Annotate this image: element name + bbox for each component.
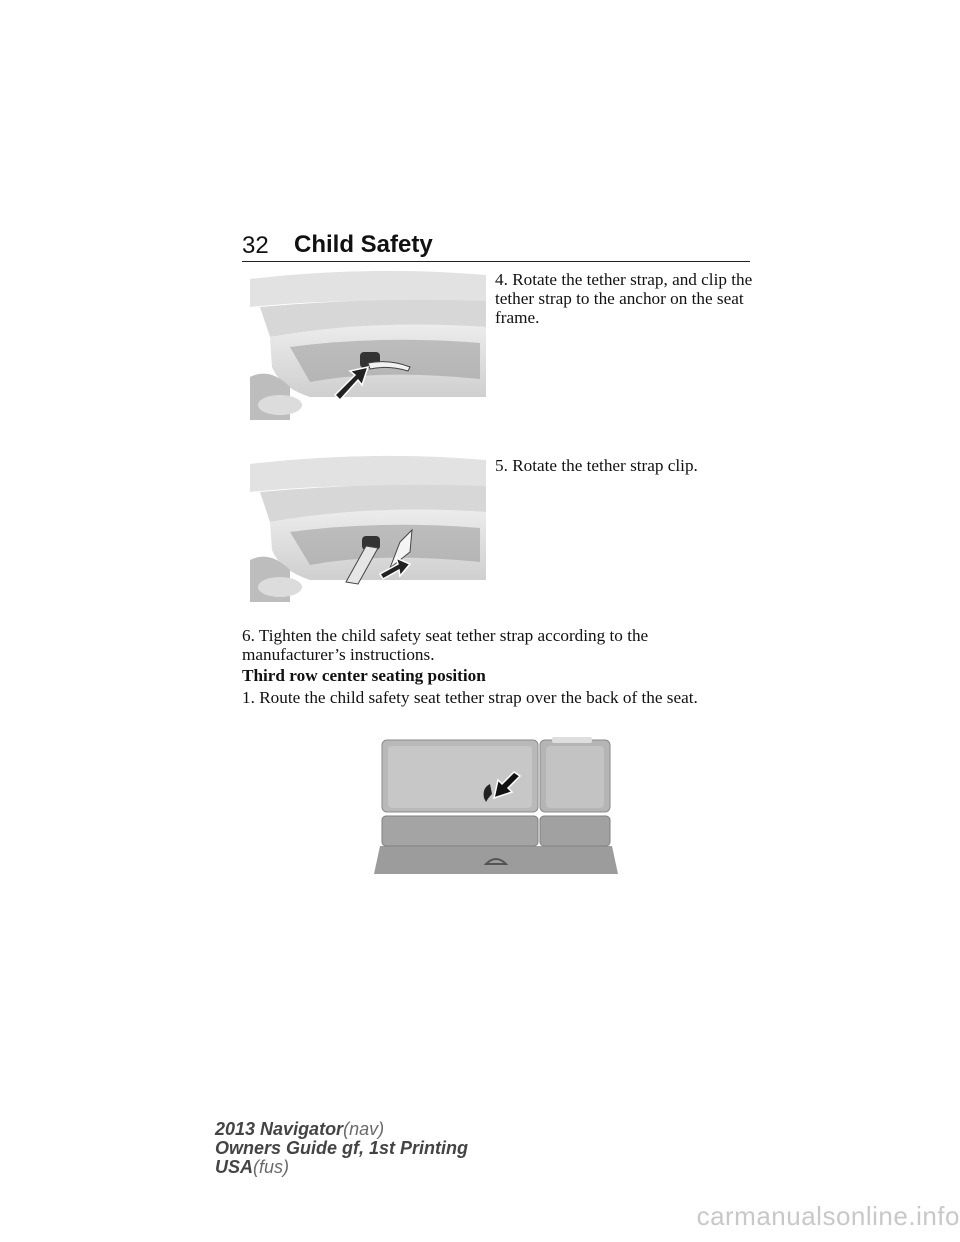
tether-clip-rotate-illustration [250, 452, 486, 602]
section-title: Child Safety [294, 231, 433, 258]
step-6-text: 6. Tighten the child safety seat tether strap according to the manufacturer’s instructions. [242, 626, 649, 664]
step-4-text: 4. Rotate the tether strap, and clip the tether strap to the anchor on the seat frame. [495, 270, 753, 327]
watermark: carmanualsonline.info [696, 1201, 960, 1231]
subheading-third-row-center: Third row center seating position [242, 666, 486, 685]
third-row-seat-illustration [374, 736, 618, 874]
footer-market-code: (fus) [253, 1157, 290, 1177]
step-5-text: 5. Rotate the tether strap clip. [495, 456, 698, 475]
footer-imprint [215, 1120, 468, 1177]
footer-guide: Owners Guide gf, 1st Printing [215, 1138, 469, 1158]
tether-anchor-illustration [250, 267, 486, 420]
footer-model-code: (nav) [343, 1119, 385, 1139]
header-rule [242, 261, 750, 262]
page-header [242, 228, 750, 262]
page-number: 32 [242, 232, 269, 259]
step-1-text: 1. Route the child safety seat tether strap over the back of the seat. [242, 688, 698, 707]
footer-market: USA [215, 1157, 254, 1177]
footer-model: 2013 Navigator [215, 1119, 344, 1139]
